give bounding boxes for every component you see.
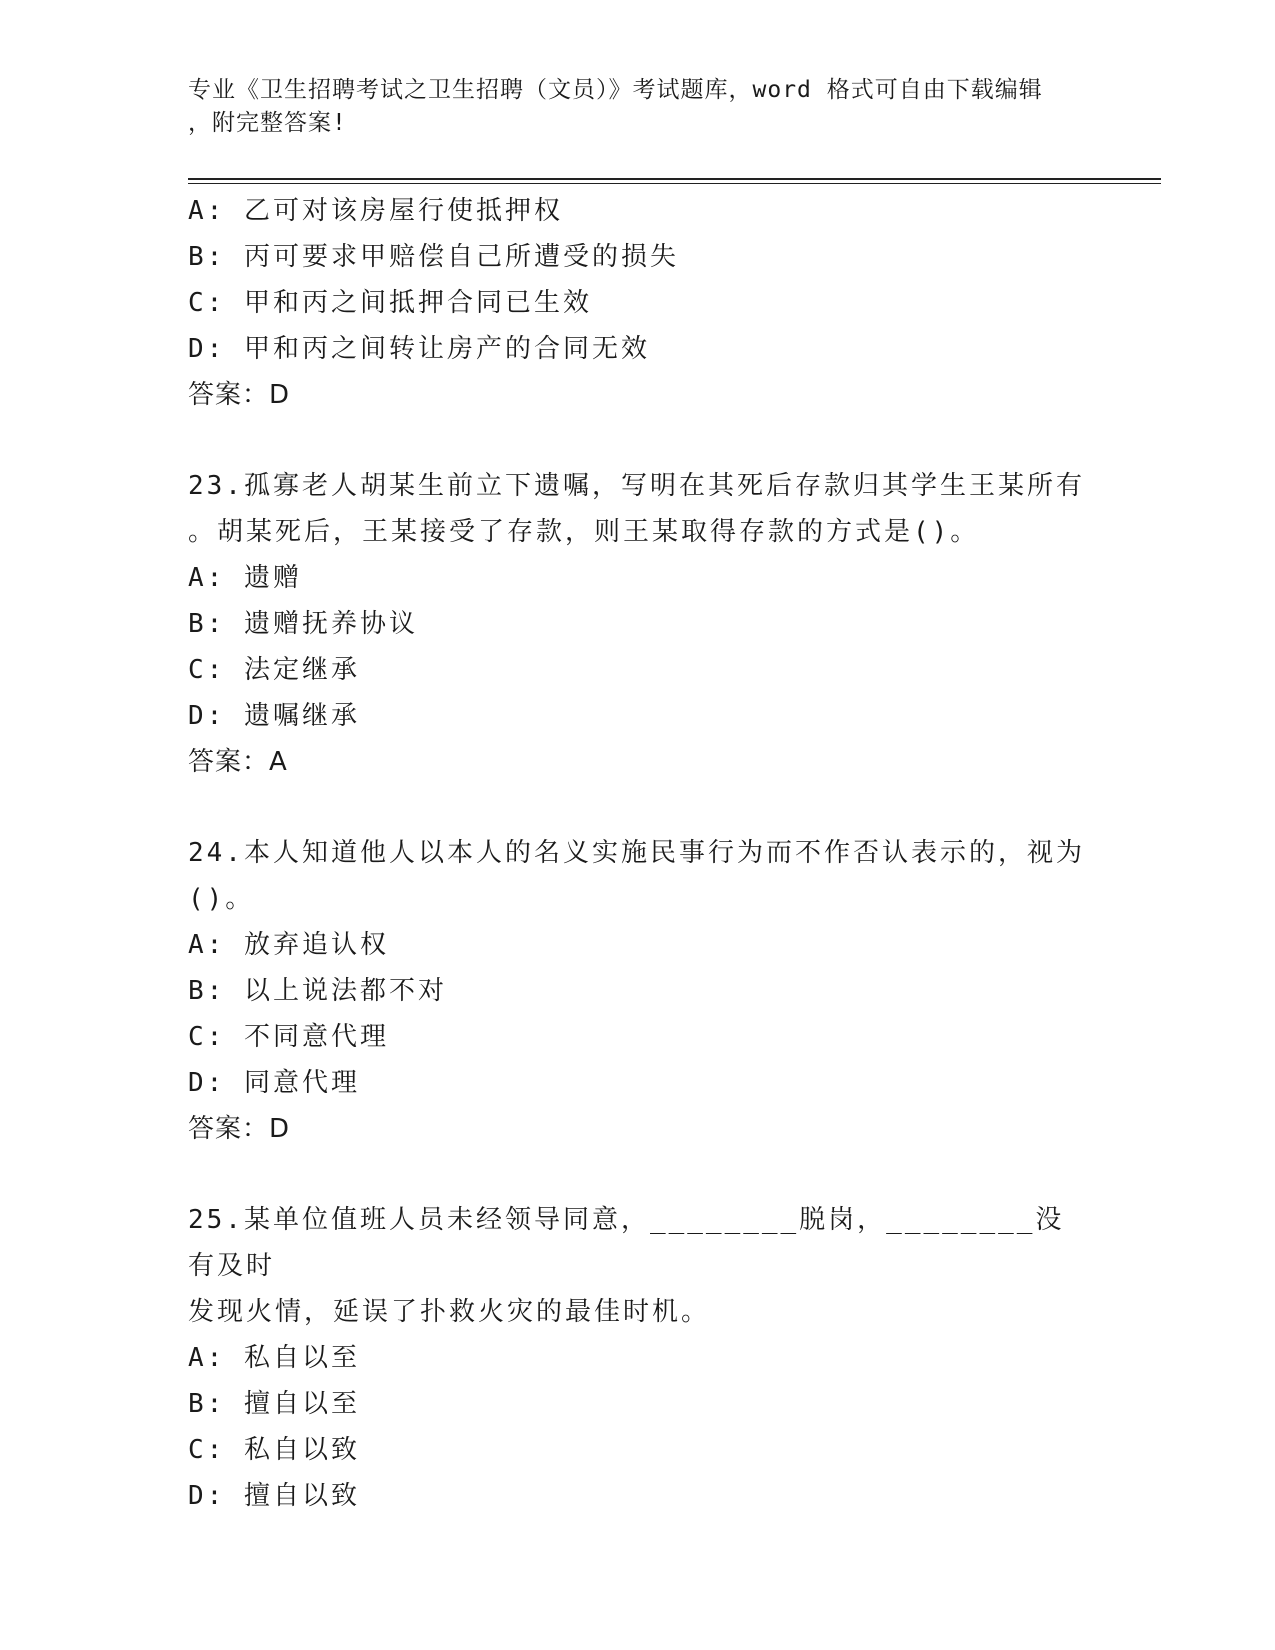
- option-b: B: 遗赠抚养协议: [188, 609, 418, 639]
- answer-line: 答案：D: [188, 1114, 291, 1144]
- option-d: D: 同意代理: [188, 1068, 360, 1098]
- option-c: C: 甲和丙之间抵押合同已生效: [188, 288, 592, 318]
- question-23: [188, 463, 1088, 785]
- question-stem-line-2: 。胡某死后，王某接受了存款，则王某取得存款的方式是()。: [188, 517, 980, 547]
- header-divider-thin: [188, 183, 1161, 184]
- question-stem-line-2: 发现火情，延误了扑救火灾的最佳时机。: [188, 1297, 711, 1327]
- question-stem-line-1: 23.孤寡老人胡某生前立下遗嘱，写明在其死后存款归其学生王某所有: [188, 471, 1085, 501]
- option-c: C: 私自以致: [188, 1435, 360, 1465]
- option-a: A: 放弃追认权: [188, 930, 389, 960]
- question-stem-line-2: ()。: [188, 884, 255, 914]
- option-b: B: 以上说法都不对: [188, 976, 447, 1006]
- answer-line: 答案：D: [188, 380, 291, 410]
- document-header: [188, 74, 1088, 140]
- option-d: D: 擅自以致: [188, 1481, 360, 1511]
- question-22: [188, 188, 1088, 418]
- option-b: B: 擅自以至: [188, 1389, 360, 1419]
- option-a: A: 遗赠: [188, 563, 302, 593]
- option-d: D: 甲和丙之间转让房产的合同无效: [188, 334, 650, 364]
- option-a: A: 私自以至: [188, 1343, 360, 1373]
- spacer: [188, 1152, 1088, 1197]
- header-line-2: ，附完整答案!: [188, 110, 347, 136]
- header-line-1: 专业《卫生招聘考试之卫生招聘（文员）》考试题库，word 格式可自由下载编辑: [188, 77, 1043, 103]
- question-25: [188, 1197, 1088, 1519]
- option-c: C: 不同意代理: [188, 1022, 389, 1052]
- option-a: A: 乙可对该房屋行使抵押权: [188, 196, 563, 226]
- question-list: [188, 188, 1088, 1519]
- question-24: [188, 830, 1088, 1152]
- question-stem-line-1: 24.本人知道他人以本人的名义实施民事行为而不作否认表示的，视为: [188, 838, 1085, 868]
- question-stem-line-1: 25.某单位值班人员未经领导同意，________脱岗，________没有及时: [188, 1205, 1065, 1281]
- answer-line: 答案：A: [188, 747, 288, 777]
- spacer: [188, 785, 1088, 830]
- option-c: C: 法定继承: [188, 655, 360, 685]
- option-d: D: 遗嘱继承: [188, 701, 360, 731]
- option-b: B: 丙可要求甲赔偿自己所遭受的损失: [188, 242, 679, 272]
- header-divider-thick: [188, 178, 1161, 180]
- spacer: [188, 418, 1088, 463]
